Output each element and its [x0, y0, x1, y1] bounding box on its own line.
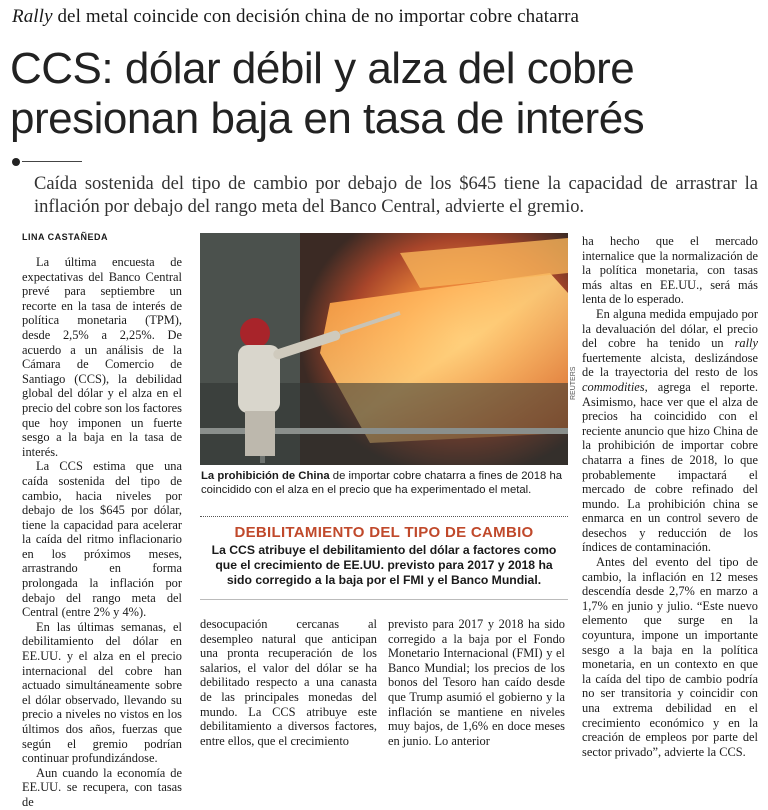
divider	[22, 161, 82, 162]
paragraph: En las últimas semanas, el debilitamiento del dólar en EE.UU. y el alza en el precio internacional del cobre han actuado simultáneamente sobre el dólar observado, llevando su precio a niveles no vistos en los últimos dos años, fuerzas que según el gremio podrían continuar profundizándose.	[22, 619, 182, 766]
paragraph: desocupación cercanas al desempleo natural que anticipan una pronta recuperación de los salarios, el valor del dólar se ha debilitado respecto a una canasta de las principales monedas del mundo. La CCS atribuye este debilitamiento a diversos factores, entre ellos, que el crecimiento	[200, 617, 377, 748]
body-column-4	[582, 234, 758, 759]
body-column-1	[22, 255, 182, 810]
sidebar-text: La CCS atribuye el debilitamiento del dólar a factores como que el crecimiento de EE.UU. previsto para 2017 y 2018 ha sido corregido a la baja por el FMI y el Banco Mundial.	[211, 543, 557, 587]
headline: CCS: dólar débil y alza del cobre presionan baja en tasa de interés	[10, 44, 645, 143]
photo-caption	[201, 469, 569, 497]
kicker-text: del metal coincide con decisión china de no importar cobre chatarra	[52, 6, 580, 27]
bullet-icon	[12, 158, 20, 166]
byline: LINA CASTAÑEDA	[22, 232, 108, 242]
divider	[200, 516, 568, 517]
paragraph: Aun cuando la economía de EE.UU. se recupera, con tasas de	[22, 765, 182, 809]
kicker	[12, 6, 579, 28]
text-run: En alguna medida empujado por la devaluación del dólar, el precio del cobre ha tenido un	[582, 306, 758, 351]
text-run: fuertemente alcista, deslizándose de la trayectoria del resto de los	[582, 350, 758, 380]
kicker-italic: Rally	[12, 6, 53, 27]
paragraph: Antes del evento del tipo de cambio, la inflación en 12 meses descendía desde 2,7% en marzo a 1,7% en junio y julio. “Este nuevo elemento que surge en la coyuntura, impone un importante sesgo a la baja en la política monetaria, en un contexto en que la caída del tipo de cambio podría no ser transitoria y coincidir con una extrema debilidad en el crecimiento económico y en la creación de empleos por parte del sector privado”, advierte la CCS.	[582, 555, 758, 759]
copper-smelter-photo	[200, 233, 568, 465]
caption-text: de importar cobre chatarra a fines de 2018 ha coincidido con el alza en el precio que ha experimentado el metal.	[201, 470, 563, 496]
text-run-italic: commodities	[582, 379, 645, 394]
news-photo	[200, 233, 568, 465]
paragraph	[582, 307, 758, 555]
text-run-italic: rally	[734, 336, 758, 351]
paragraph: La última encuesta de expectativas del Banco Central prevé para septiembre un recorte en la tasa de interés de política monetaria (TPM), desde 2,5% a 2,25%. De acuerdo a un análisis de la Cámara de Comercio de Santiago (CCS), la debilidad global del dólar y el alza en el precio del cobre son los factores que hoy imponen un fuerte sesgo a la baja en la tasa de interés.	[22, 255, 182, 459]
paragraph: ha hecho que el mercado internalice que la normalización de la política monetaria, con tasas más altas en EE.UU., será más lenta de lo esperado.	[582, 234, 758, 307]
text-run: , agrega el reporte. Asimismo, hace ver que el alza de precios ha coincidido con el reciente anuncio que hizo China de la prohibición de importar cobre chatarra a fines de 2018, lo que probablemente impactará el mercado de cobre refinado del mundo. La prohibición china se enmarca en un control severo de desechos y reducción de los índices de contaminación.	[582, 379, 758, 555]
paragraph: previsto para 2017 y 2018 ha sido corregido a la baja por el Fondo Monetario Internacional (FMI) y el Banco Mundial; los precios de los bonos del Tesoro han caído desde que Trump asumió el gobierno y la inflación se mantiene en niveles muy bajos, de 1,6% en doce meses en junio. Lo anterior	[388, 617, 565, 748]
deck-subtitle: Caída sostenida del tipo de cambio por debajo de los $645 tiene la capacidad de arrastrar la inflación por debajo del rango meta del Banco Central, advierte el gremio.	[34, 174, 758, 217]
body-column-2	[200, 617, 377, 748]
divider	[200, 599, 568, 600]
sidebar-title: DEBILITAMIENTO DEL TIPO DE CAMBIO	[234, 524, 534, 541]
photo-credit: REUTERS	[570, 366, 577, 400]
body-column-3	[388, 617, 565, 748]
paragraph: La CCS estima que una caída sostenida del tipo de cambio, hacia niveles por debajo de los $645 por dólar, tiene la capacidad para acelerar la caída del ritmo inflacionario en los próximos meses, arrastrando en forma prolongada la inflación por debajo del rango meta del Central (entre 2% y 4%).	[22, 459, 182, 620]
caption-lead: La prohibición de China	[201, 470, 330, 482]
